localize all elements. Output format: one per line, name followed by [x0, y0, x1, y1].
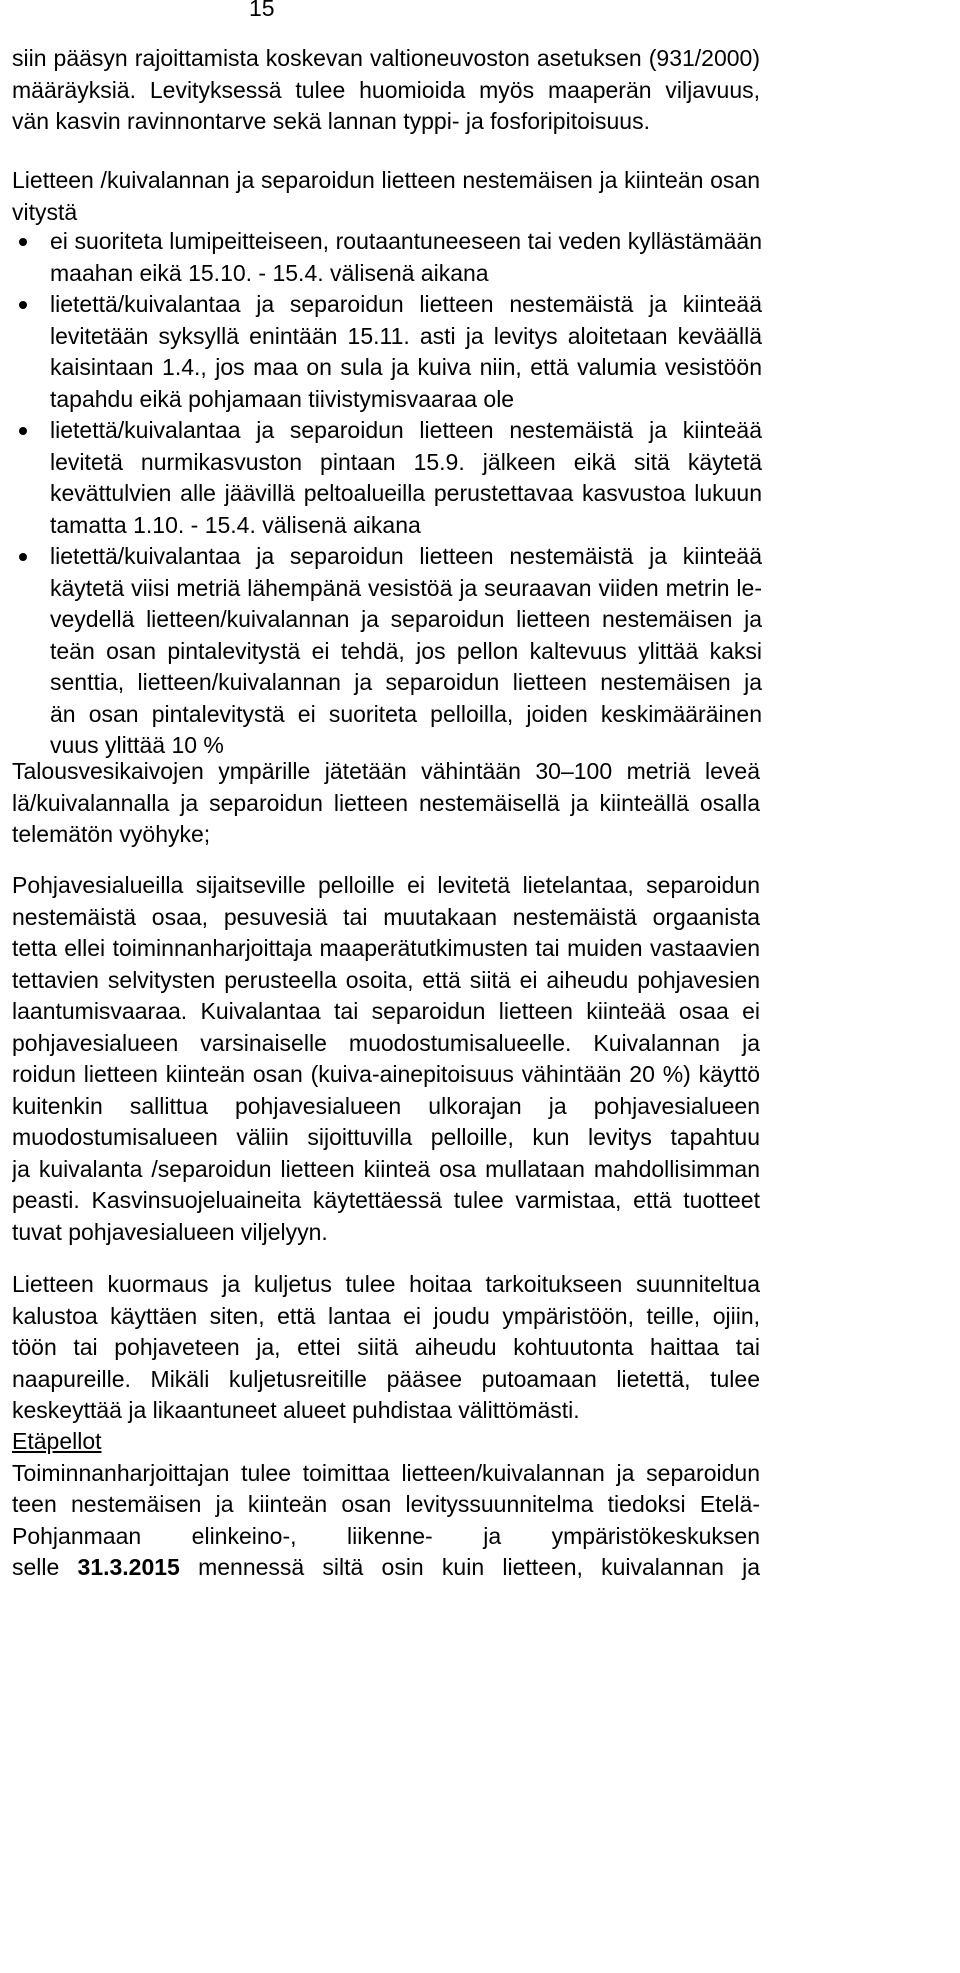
text-fragment: selle	[12, 1554, 78, 1580]
text-line: Talousvesikaivojen ympärille jätetään vähintään 30–100 metriä leveä	[12, 758, 760, 784]
liete-heading	[12, 165, 760, 228]
text-line: lietettä/kuivalantaa ja separoidun lietteen nestemäistä ja kiinteää	[50, 543, 762, 569]
list-item	[12, 541, 762, 762]
text-line: tamatta 1.10. - 15.4. välisenä aikana	[50, 511, 421, 538]
bullet-icon	[19, 553, 27, 561]
text-line: Pohjanmaan elinkeino-, liikenne- ja ympäristökeskuksen	[12, 1522, 760, 1549]
section-heading: Etäpellot	[12, 1428, 102, 1454]
bullet-icon	[19, 238, 27, 246]
intro-paragraph	[12, 43, 760, 138]
text-line: lä/kuivalannalla ja separoidun lietteen nestemäisellä ja kiinteällä osalla	[12, 789, 760, 816]
bullet-list	[12, 226, 762, 762]
text-line: senttia, lietteen/kuivalannan ja separoidun lietteen nestemäisen ja	[50, 669, 762, 695]
text-line: tetta ellei toiminnanharjoittaja maaperätutkimusten tai muiden vastaavien	[12, 935, 760, 961]
text-line: nestemäistä osaa, pesuvesiä tai muutakaan nestemäistä orgaanista	[12, 903, 760, 930]
list-item	[12, 415, 762, 541]
text-line: kuitenkin sallittua pohjavesialueen ulkorajan ja pohjavesialueen	[12, 1092, 760, 1119]
text-line: naapureille. Mikäli kuljetusreitille pääsee putoamaan lietettä, tulee	[12, 1365, 760, 1392]
text-line: kevättulvien alle jäävillä peltoalueilla perustettavaa kasvustoa lukuun	[50, 480, 762, 506]
text-fragment: mennessä siltä osin kuin lietteen, kuivalannan ja	[198, 1554, 760, 1580]
text-line: veydellä lietteen/kuivalannan ja separoidun lietteen nestemäisen ja	[50, 606, 762, 632]
text-line: vän kasvin ravinnontarve sekä lannan typpi- ja fosforipitoisuus.	[12, 108, 650, 134]
text-line: ja kuivalanta /separoidun lietteen kiinteä osa mullataan mahdollisimman	[12, 1155, 760, 1182]
text-line: käytetä viisi metriä lähempänä vesistöä ja seuraavan viiden metrin le-	[50, 574, 762, 601]
text-line: telemätön vyöhyke;	[12, 821, 211, 847]
list-item	[12, 226, 762, 289]
list-item	[12, 289, 762, 415]
text-line: levitetään syksyllä enintään 15.11. asti ja levitys aloitetaan keväällä	[50, 322, 762, 349]
text-line: lietettä/kuivalantaa ja separoidun lietteen nestemäistä ja kiinteää	[50, 417, 762, 443]
text-line: levitetä nurmikasvuston pintaan 15.9. jälkeen eikä sitä käytetä	[50, 448, 762, 475]
text-line: Lietteen kuormaus ja kuljetus tulee hoitaa tarkoitukseen suunniteltua	[12, 1271, 760, 1297]
text-line: lietettä/kuivalantaa ja separoidun lietteen nestemäistä ja kiinteää	[50, 291, 762, 317]
text-line: tapahdu eikä pohjamaan tiivistymisvaaraa ole	[50, 385, 515, 412]
text-line: peasti. Kasvinsuojeluaineita käytettäessä tulee varmistaa, että tuotteet	[12, 1187, 760, 1213]
deadline-date: 31.3.2015	[77, 1554, 180, 1580]
text-line: muodostumisalueen väliin sijoittuvilla pelloille, kun levitys tapahtuu	[12, 1124, 760, 1150]
text-line: tettavien selvitysten perusteella osoita, että siitä ei aiheudu pohjavesien	[12, 966, 760, 993]
text-line: ei suoriteta lumipeitteiseen, routaantuneeseen tai veden kyllästämään	[50, 228, 762, 254]
text-line: kalustoa käyttäen siten, että lantaa ei joudu ympäristöön, teille, ojiin,	[12, 1302, 760, 1329]
text-line: pohjavesialueen varsinaiselle muodostumisalueelle. Kuivalannan ja	[12, 1029, 760, 1056]
text-line: laantumisvaaraa. Kuivalantaa tai separoidun lietteen kiinteää osaa ei	[12, 998, 760, 1024]
text-line: töön tai pohjaveteen ja, ettei siitä aiheudu kohtuutonta haittaa tai	[12, 1334, 760, 1360]
text-line: kaisintaan 1.4., jos maa on sula ja kuiva niin, että valumia vesistöön	[50, 354, 762, 380]
talousvesi-paragraph	[12, 756, 760, 851]
text-line: maahan eikä 15.10. - 15.4. välisenä aikana	[50, 259, 489, 286]
text-line: teen nestemäisen ja kiinteän osan levityssuunnitelma tiedoksi Etelä-	[12, 1491, 760, 1517]
text-line: Toiminnanharjoittajan tulee toimittaa lietteen/kuivalannan ja separoidun	[12, 1459, 760, 1486]
text-line: määräyksiä. Levityksessä tulee huomioida myös maaperän viljavuus,	[12, 76, 760, 103]
pohjavesi-paragraph	[12, 870, 760, 1248]
bullet-icon	[19, 427, 27, 435]
text-line: roidun lietteen kiinteän osan (kuiva-ainepitoisuus vähintään 20 %) käyttö	[12, 1061, 760, 1087]
text-line: vuus ylittää 10 %	[50, 732, 224, 758]
text-line: Pohjavesialueilla sijaitseville pelloille ei levitetä lietelantaa, separoidun	[12, 872, 760, 898]
last-text-line	[12, 1552, 760, 1584]
text-line: keskeyttää ja likaantuneet alueet puhdistaa välittömästi.	[12, 1397, 580, 1423]
text-line: än osan pintalevitystä ei suoriteta pelloilla, joiden keskimääräinen	[50, 700, 762, 727]
text-line: Lietteen /kuivalannan ja separoidun lietteen nestemäisen ja kiinteän osan	[12, 167, 760, 193]
page-number: 15	[249, 0, 275, 21]
text-line: vitystä	[12, 198, 78, 225]
text-line: tuvat pohjavesialueen viljelyyn.	[12, 1218, 328, 1245]
kuljetus-paragraph	[12, 1269, 760, 1427]
text-line: siin pääsyn rajoittamista koskevan valtioneuvoston asetuksen (931/2000)	[12, 45, 760, 71]
bullet-icon	[19, 301, 27, 309]
text-line: teän osan pintalevitystä ei tehdä, jos pellon kaltevuus ylittää kaksi	[50, 637, 762, 664]
etapellot-section	[12, 1426, 760, 1584]
